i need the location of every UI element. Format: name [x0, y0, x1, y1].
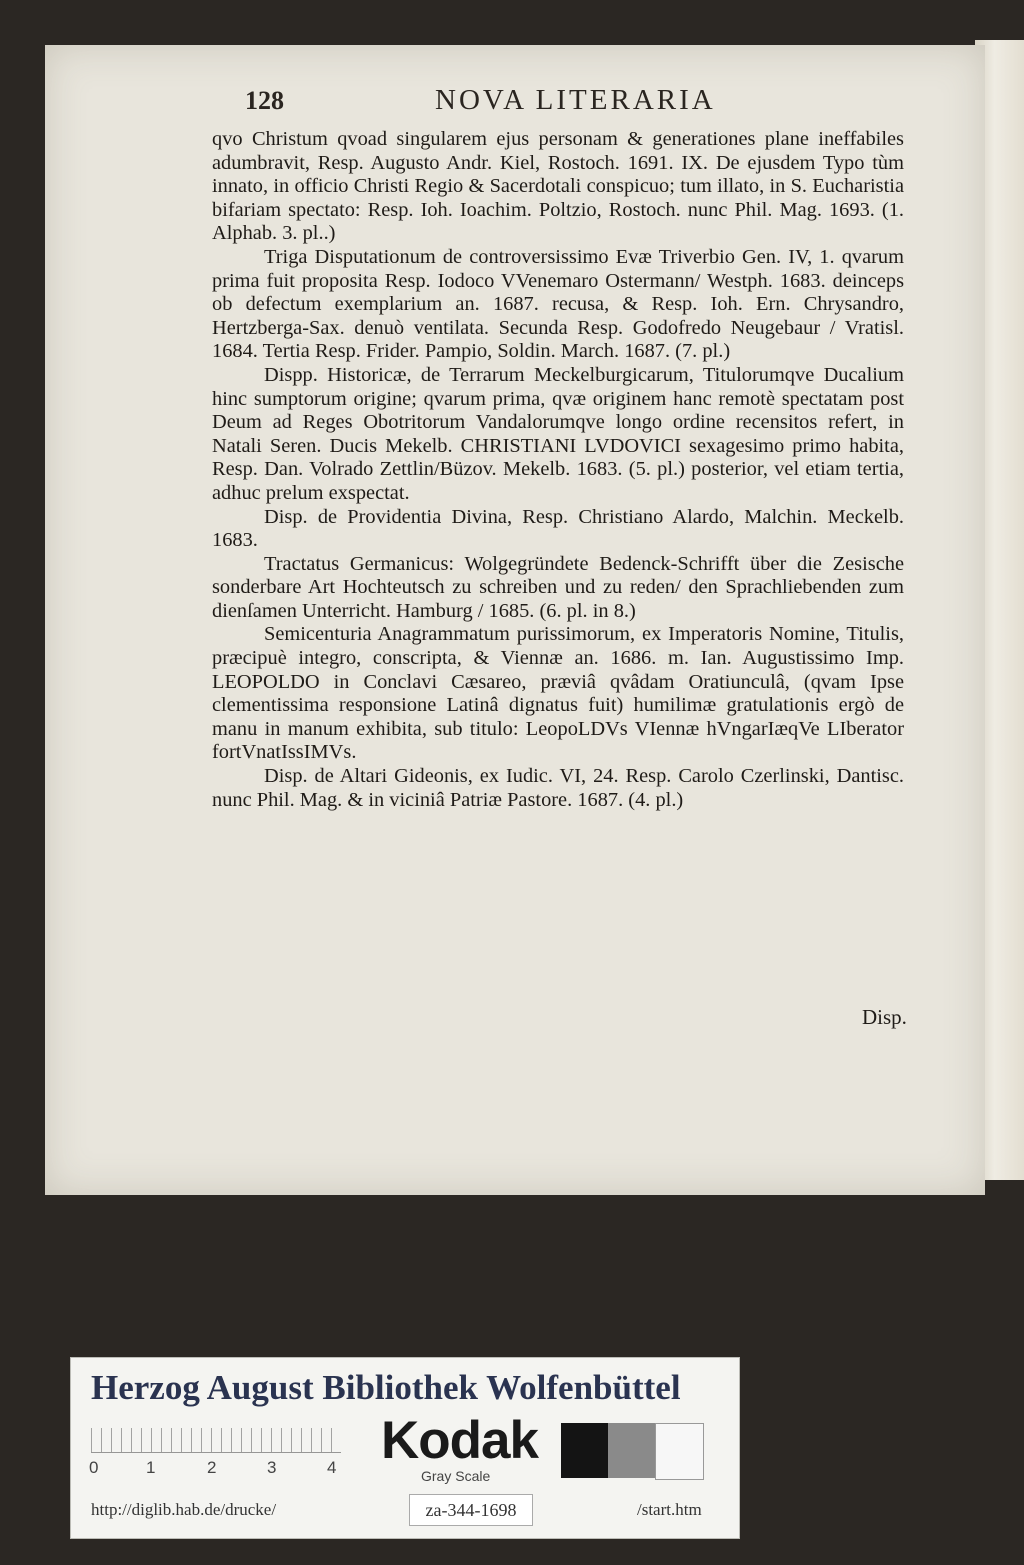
measurement-ruler: [91, 1428, 341, 1453]
running-title: NOVA LITERARIA: [435, 84, 716, 116]
gray-swatch-white: [655, 1423, 704, 1480]
paragraph: Disp. de Providentia Divina, Resp. Christiano Alardo, Malchin. Meckelb. 1683.: [212, 505, 904, 552]
page-header: [245, 84, 765, 124]
gray-scale-label: Gray Scale: [421, 1468, 491, 1484]
catchword: Disp.: [862, 1005, 907, 1029]
gray-swatch-black: [561, 1423, 608, 1478]
url-suffix: /start.htm: [637, 1500, 702, 1519]
library-color-card: [70, 1357, 740, 1539]
gray-swatch-mid: [608, 1423, 655, 1478]
page-body: [212, 128, 904, 812]
paragraph: Disp. de Altari Gideonis, ex Iudic. VI, 24. Resp. Carolo Czerlinski, Dantisc. nunc Phil. Mag. & in viciniâ Patriæ Pastore. 1687. (4. pl.): [212, 765, 904, 811]
paragraph: Triga Disputationum de controversissimo Evæ Triverbio Gen. IV, 1. qvarum prima fuit proposita Resp. Iodoco VVenemaro Ostermann/ Westph. 1683. deinceps ob defectum exemplarium an. 1687. recusa, & Resp. Ioh. Ern. Chrysandro, Hertzberga-Sax. denuò ventilata. Secunda Resp. Godofredo Neugebaur / Vratisl. 1684. Tertia Resp. Frider. Pampio, Soldin. March. 1687. (7. pl.): [212, 245, 904, 363]
paragraph: Semicenturia Anagrammatum purissimorum, ex Imperatoris Nomine, Titulis, præcipuè integro, conscripta, & Viennæ an. 1686. m. Ian. Augustissimo Imp. LEOPOLDO in Conclavi Cæsareo, præviâ qvâdam Oratiunculâ, (qvam Ipse clementissima responsione Latinâ dignatus fuit) humilimæ gratulationis ergò de manu in manum exhibita, sub titulo: LeopoLDVs VIennæ hVngarIæqVe LIberator fortVnatIssIMVs.: [212, 623, 904, 764]
ruler-number: 0: [89, 1458, 99, 1477]
page-number: 128: [245, 86, 284, 115]
shelfmark-id: za-344-1698: [409, 1494, 533, 1526]
ruler-number: 3: [267, 1458, 277, 1477]
ruler-number: 2: [207, 1458, 217, 1477]
kodak-logo: Kodak: [381, 1411, 538, 1470]
ruler-number: 1: [146, 1458, 156, 1477]
ruler-number: 4: [327, 1458, 337, 1477]
url-prefix: http://diglib.hab.de/drucke/: [91, 1500, 277, 1519]
paragraph: qvo Christum qvoad singularem ejus personam & generationes plane ineffabiles adumbravit, Resp. Augusto Andr. Kiel, Rostoch. 1691. IX. De ejusdem Typo tùm innato, in officio Christi Regio & Sacerdotali conspicuo; tum illato, in S. Eucharistia bifariam spectato: Resp. Ioh. Ioachim. Poltzio, Rostoch. nunc Phil. Mag. 1693. (1. Alphab. 3. pl..): [212, 128, 904, 245]
paragraph: Tractatus Germanicus: Wolgegründete Bedenck-Schrifft über die Zesische sonderbare Art Hochteutsch zu schreiben und zu reden/ den Sprachliebenden zum dienſamen Unterricht. Hamburg / 1685. (6. pl. in 8.): [212, 552, 904, 622]
library-name: Herzog August Bibliothek Wolfenbüttel: [91, 1368, 681, 1407]
paragraph: Dispp. Historicæ, de Terrarum Meckelburgicarum, Titulorumqve Ducalium hinc sumptorum origine; qvarum prima, qvæ originem hanc remotè spectatam post Deum ad Reges Obotritorum Vandalorumqve longo ordine recensitos refert, in Natali Seren. Ducis Mekelb. CHRISTIANI LVDOVICI sexagesimo primo habita, Resp. Dan. Volrado Zettlin/Büzov. Mekelb. 1683. (5. pl.) posterior, vel etiam tertia, adhuc prelum exspectat.: [212, 363, 904, 504]
